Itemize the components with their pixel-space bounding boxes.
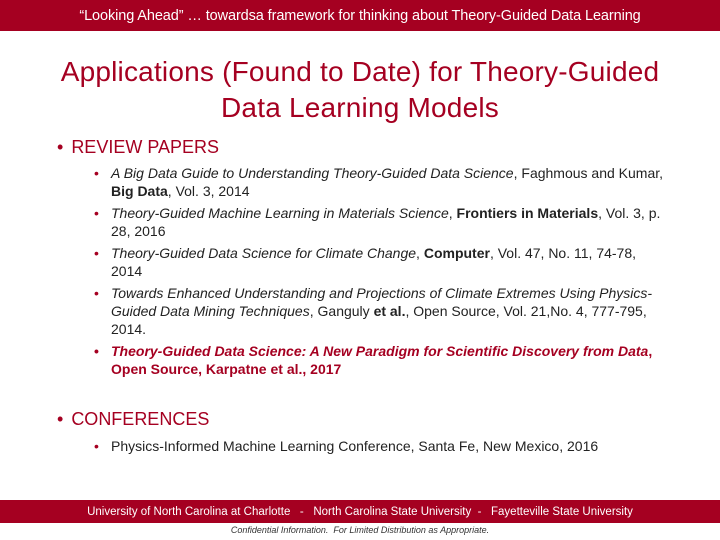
paper-venue: Computer [423,245,490,261]
bullet-icon: • [94,343,99,359]
section-heading-conferences: CONFERENCES [71,409,210,429]
list-item [91,244,671,280]
paper-details: , Vol. 3, p. 28, 2016 [111,205,661,239]
paper-et-al: et al. [373,303,406,319]
paper-details: , Vol. 3, 2014 [167,183,250,199]
confidential-notice: Confidential Information. For Limited Distribution as Appropriate. [230,525,490,535]
footer-universities: University of North Carolina at Charlotte - North Carolina State University - Fayetteville State University [87,505,633,518]
separator: , [513,165,522,181]
paper-title: Theory-Guided Machine Learning in Materials Science [111,205,449,221]
paper-title: Towards Enhanced Understanding and Projections of Climate Extremes Using Physics-Guided Data Mining Techniques [111,285,653,319]
bullet-icon: • [94,438,99,454]
bullet-icon: • [94,165,99,181]
slide-title-line-1: Applications (Found to Date) for Theory-Guided [60,56,660,87]
list-item [91,204,671,240]
list-item [91,164,671,200]
section-conferences [57,408,209,430]
list-item [91,437,671,455]
bullet-icon: • [94,245,99,261]
slide-title [20,54,700,126]
paper-venue: Big Data [111,183,168,199]
separator: , [416,245,424,261]
section-review-papers [57,136,219,158]
bullet-icon: • [57,137,64,157]
paper-details: , Open Source, Vol. 21,No. 4, 777-795, 2014. [111,303,647,337]
review-papers-list [91,164,671,382]
list-item [91,342,671,378]
list-item [91,284,671,338]
paper-title: Theory-Guided Data Science for Climate Change [111,245,417,261]
paper-title: Theory-Guided Data Science: A New Paradigm for Scientific Discovery from Data [111,343,649,359]
separator: , [309,303,318,319]
conferences-list [91,437,671,459]
paper-details: , Open Source, Karpatne et al., 2017 [111,343,653,377]
header-text: “Looking Ahead” … towardsa framework for thinking about Theory-Guided Data Learning [79,7,641,24]
header-bar [0,0,720,31]
paper-title: A Big Data Guide to Understanding Theory-Guided Data Science [111,165,514,181]
bullet-icon: • [94,285,99,301]
bullet-icon: • [57,409,64,429]
conference-text: Physics-Informed Machine Learning Conference, Santa Fe, New Mexico, 2016 [111,438,599,454]
paper-authors: Ganguly [317,303,374,319]
paper-venue: Frontiers in Materials [456,205,599,221]
bullet-icon: • [94,205,99,221]
paper-details: , Vol. 47, No. 11, 74-78, 2014 [111,245,637,279]
slide-title-line-2: Data Learning Models [221,92,499,123]
separator: , [448,205,457,221]
footer-bar [0,500,720,523]
paper-authors: Faghmous and Kumar, [521,165,664,181]
section-heading-review: REVIEW PAPERS [71,137,220,157]
